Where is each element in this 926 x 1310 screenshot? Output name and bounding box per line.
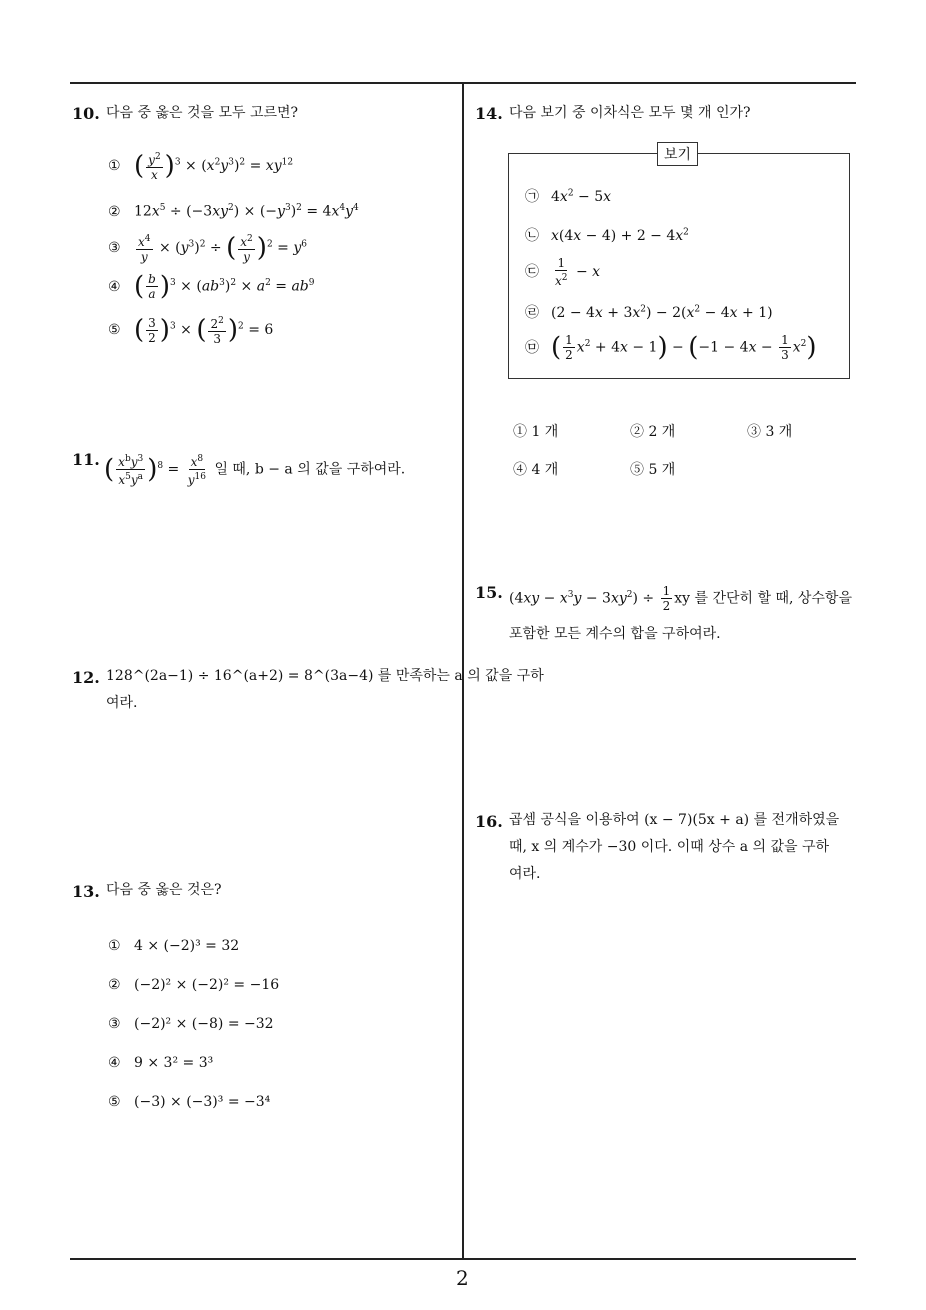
q10-choice-1: ① ( $\frac{y^2}{x}$ )$^3 \times (x^2y^3)^2 = xy^{12}$	[108, 151, 294, 182]
q10-number: 10.	[72, 104, 100, 123]
q14-answer-1: ① 1 개	[513, 424, 559, 440]
q10-choice-5: ⑤ ( $\frac{3}{2}$ )$^3$ × ( $\frac{2^2}{3}$ )$^2$ = 6	[108, 315, 274, 346]
choice-mark: ②	[108, 977, 121, 993]
q10-choice-2: ② $12x^5 \div (-3xy^2) \times (-y^3)^2 = 4x^4y^4$	[108, 203, 359, 220]
q11-text: 일 때, b − a 의 값을 구하여라.	[214, 461, 406, 478]
choice-expr: 9 × 3² = 3³	[134, 1055, 214, 1071]
choice-mark: ⑤	[108, 322, 121, 338]
q13-choice-3	[108, 1016, 274, 1032]
q11-number: 11.	[72, 450, 100, 469]
bogi-label: 보기	[657, 142, 698, 166]
q14-answer-2: ② 2 개	[630, 424, 676, 440]
q14-item-2: ㉡ $x(4x - 4) + 2 - 4x^2$	[525, 225, 689, 245]
item-mark: ㉤	[525, 339, 539, 356]
q13-choice-2	[108, 977, 279, 993]
item-mark: ㉡	[525, 228, 539, 244]
choice-mark: ⑤	[108, 1094, 121, 1110]
page-number: 2	[456, 1266, 469, 1290]
q14-item-5: ㉤ ( $\frac{1}{2}$ $x^2 + 4x - 1) - (-1 - 4x$ − $\frac{1}{3}$ $x^2$)	[525, 332, 817, 363]
q13-choice-1	[108, 938, 239, 954]
q15-line1: $(4xy - x^3y - 3xy^2)$ ÷ $\frac{1}{2}$ xy 를 간단히 할 때, 상수항을	[509, 584, 852, 613]
item-mark: ㉢	[525, 264, 539, 280]
choice-expr: (−2)² × (−2)² = −16	[134, 977, 280, 993]
q10-choice-4: ④ ( $\frac{b}{a}$ )$^3 \times (ab^3)^2 \times a^2 = ab^9$	[108, 271, 315, 302]
q12-number: 12.	[72, 668, 100, 687]
q16-number: 16.	[475, 812, 503, 831]
q13-choice-5	[108, 1094, 270, 1110]
q14-answer-5: ⑤ 5 개	[630, 462, 676, 478]
q13-number: 13.	[72, 882, 100, 901]
bottom-rule	[70, 1258, 856, 1260]
q14-number: 14.	[475, 104, 503, 123]
choice-mark: ③	[108, 240, 121, 256]
q15-text-tail: xy 를 간단히 할 때, 상수항을	[674, 590, 852, 607]
item-mark: ㉣	[525, 305, 539, 321]
choice-mark: ④	[108, 1055, 121, 1071]
q16-line3: 여라.	[509, 866, 541, 882]
q14-item-4: ㉣ $(2 - 4x + 3x^2) - 2(x^2 - 4x + 1)$	[525, 302, 773, 322]
q15-number: 15.	[475, 583, 503, 602]
q10-text: 다음 중 옳은 것을 모두 고르면?	[106, 105, 299, 121]
choice-expr: 4 × (−2)³ = 32	[134, 938, 240, 954]
q10-choice-3: ③ $\frac{x^4}{y}$ × $(y^3)^2$ ÷ ( $\frac{x^2}{y}$ )$^2 = y^6$	[108, 233, 307, 264]
q16-line1: 곱셈 공식을 이용하여 (x − 7)(5x + a) 를 전개하였을	[509, 812, 840, 828]
q12-line1: 128^(2a−1) ÷ 16^(a+2) = 8^(3a−4) 를 만족하는 a 의 값을 구하	[106, 668, 544, 684]
q13-text: 다음 중 옳은 것은?	[106, 882, 222, 898]
q14-answer-4: ④ 4 개	[513, 462, 559, 478]
choice-mark: ①	[108, 158, 121, 174]
choice-mark: ②	[108, 203, 121, 220]
q12-line2: 여라.	[106, 695, 138, 711]
choice-expr: (−2)² × (−8) = −32	[134, 1016, 274, 1032]
choice-mark: ①	[108, 938, 121, 954]
q13-choice-4	[108, 1055, 213, 1071]
q15-line2: 포함한 모든 계수의 합을 구하여라.	[509, 626, 721, 642]
q14-item-3: ㉢ $\frac{1}{x^2}$ − x	[525, 256, 601, 288]
q16-line2: 때, x 의 계수가 −30 이다. 이때 상수 a 의 값을 구하	[509, 839, 830, 855]
choice-mark: ③	[108, 1016, 121, 1032]
choice-mark: ④	[108, 278, 121, 295]
choice-expr: (−3) × (−3)³ = −3⁴	[134, 1094, 271, 1110]
q14-text: 다음 보기 중 이차식은 모두 몇 개 인가?	[509, 105, 751, 121]
q14-answer-3: ③ 3 개	[747, 424, 793, 440]
q14-item-1: ㉠ $4x^2 - 5x$	[525, 186, 611, 206]
q11-expression: ( $\frac{x^by^3}{x^5y^a}$ )$^8$ = $\frac{x^8}{y^{16}}$ 일 때, b − a 의 값을 구하여라.	[104, 454, 406, 487]
item-mark: ㉠	[525, 189, 539, 205]
